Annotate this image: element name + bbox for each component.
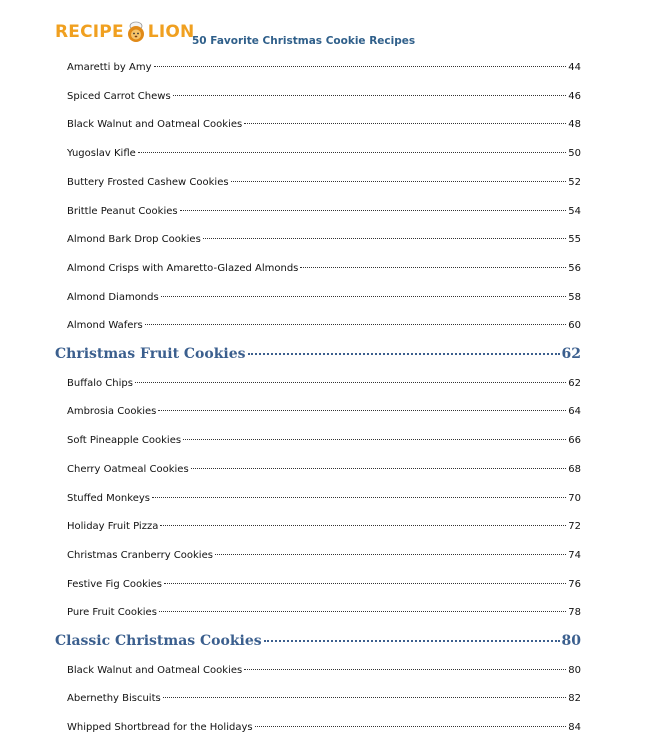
toc-page-number: 64	[568, 406, 581, 418]
dot-leader	[215, 554, 566, 555]
toc-entry[interactable]	[67, 91, 581, 111]
recipelion-logo	[55, 20, 194, 44]
toc-page-number: 80	[561, 633, 581, 649]
toc-entry[interactable]	[67, 148, 581, 168]
toc-entry[interactable]	[67, 579, 581, 599]
toc-entry[interactable]	[67, 607, 581, 627]
toc-entry[interactable]	[67, 464, 581, 484]
toc-entry[interactable]	[67, 234, 581, 254]
toc-entry-title: Holiday Fruit Pizza	[67, 521, 159, 533]
toc-page-number: 70	[568, 492, 581, 504]
toc-entry-title: Spiced Carrot Chews	[67, 90, 171, 102]
toc-section-heading[interactable]	[55, 633, 581, 653]
toc-page-number: 54	[568, 205, 581, 217]
toc-page-number: 56	[568, 262, 581, 274]
toc-entry[interactable]	[67, 550, 581, 570]
dot-leader	[173, 95, 567, 96]
toc-page-number: 48	[568, 119, 581, 131]
toc-page-number: 82	[568, 693, 581, 705]
toc-entry-title: Stuffed Monkeys	[67, 492, 150, 504]
toc-page-number: 84	[568, 722, 581, 734]
toc-entry[interactable]	[67, 722, 581, 742]
dot-leader	[203, 238, 566, 239]
toc-page-number: 68	[568, 463, 581, 475]
toc-entry-title: Almond Crisps with Amaretto-Glazed Almonds	[67, 262, 299, 274]
toc-entry-title: Classic Christmas Cookies	[55, 633, 262, 649]
toc-page-number: 74	[568, 549, 581, 561]
dot-leader	[264, 640, 560, 642]
toc-page-number: 76	[568, 578, 581, 590]
document-title: 50 Favorite Christmas Cookie Recipes	[192, 35, 416, 47]
toc-entry-title: Almond Diamonds	[67, 291, 159, 303]
toc-entry-title: Christmas Cranberry Cookies	[67, 549, 213, 561]
dot-leader	[180, 210, 567, 211]
toc-page-number: 46	[568, 90, 581, 102]
toc-page-number: 78	[568, 607, 581, 619]
dot-leader	[300, 267, 566, 268]
toc-entry-title: Soft Pineapple Cookies	[67, 435, 182, 447]
toc-entry-title: Buttery Frosted Cashew Cookies	[67, 176, 229, 188]
toc-entry-title: Christmas Fruit Cookies	[55, 346, 246, 362]
toc-entry[interactable]	[67, 665, 581, 685]
toc-entry[interactable]	[67, 521, 581, 541]
dot-leader	[158, 410, 566, 411]
toc-page-number: 50	[568, 148, 581, 160]
dot-leader	[164, 583, 566, 584]
toc-entry[interactable]	[67, 435, 581, 455]
toc-entry[interactable]	[67, 292, 581, 312]
toc-page-number: 52	[568, 176, 581, 188]
toc-entry-title: Amaretti by Amy	[67, 62, 152, 73]
toc-page-number: 55	[568, 234, 581, 246]
toc-entry-title: Almond Bark Drop Cookies	[67, 234, 201, 246]
toc-page-number: 62	[561, 346, 581, 362]
dot-leader	[138, 152, 567, 153]
dot-leader	[191, 468, 567, 469]
toc-page-number: 62	[568, 377, 581, 389]
dot-leader	[145, 324, 567, 325]
toc-entry-title: Yugoslav Kifle	[67, 148, 136, 160]
toc-entry-title: Whipped Shortbread for the Holidays	[67, 722, 253, 734]
dot-leader	[135, 382, 566, 383]
toc-entry-title: Black Walnut and Oatmeal Cookies	[67, 119, 243, 131]
toc-page-number: 58	[568, 291, 581, 303]
toc-entry[interactable]	[67, 378, 581, 398]
dot-leader	[255, 726, 567, 727]
dot-leader	[231, 181, 567, 182]
dot-leader	[152, 497, 566, 498]
toc-entry[interactable]	[67, 206, 581, 226]
toc-entry-title: Cherry Oatmeal Cookies	[67, 463, 189, 475]
toc-entry-title: Buffalo Chips	[67, 377, 133, 389]
dot-leader	[159, 611, 566, 612]
dot-leader	[161, 296, 567, 297]
dot-leader	[244, 123, 566, 124]
dot-leader	[160, 525, 566, 526]
dot-leader	[154, 66, 567, 67]
logo-text-lion: LION	[147, 22, 195, 42]
toc-entry[interactable]	[67, 693, 581, 713]
toc-entry[interactable]	[67, 263, 581, 283]
toc-entry[interactable]	[67, 119, 581, 139]
toc-entry-title: Almond Wafers	[67, 320, 143, 332]
toc-page-number: 72	[568, 521, 581, 533]
dot-leader	[248, 353, 560, 355]
toc-page-number: 60	[568, 320, 581, 332]
toc-entry-title: Black Walnut and Oatmeal Cookies	[67, 664, 243, 676]
toc-entry[interactable]	[67, 493, 581, 513]
toc-entry-title: Festive Fig Cookies	[67, 578, 162, 590]
toc-entry-title: Abernethy Biscuits	[67, 693, 161, 705]
lion-chef-icon	[125, 21, 147, 43]
toc-page-number: 80	[568, 664, 581, 676]
toc-entry-title: Ambrosia Cookies	[67, 406, 157, 418]
toc-entry[interactable]	[67, 62, 581, 82]
toc-entry-title: Brittle Peanut Cookies	[67, 205, 178, 217]
toc-section-heading[interactable]	[55, 346, 581, 366]
dot-leader	[163, 697, 567, 698]
toc-page-number: 44	[568, 62, 581, 73]
toc-entry[interactable]	[67, 320, 581, 340]
toc-entry[interactable]	[67, 177, 581, 197]
toc-entry[interactable]	[67, 406, 581, 426]
toc-entry-title: Pure Fruit Cookies	[67, 607, 157, 619]
logo-text-recipe: RECIPE	[55, 22, 124, 42]
dot-leader	[244, 669, 566, 670]
dot-leader	[183, 439, 566, 440]
toc-page-number: 66	[568, 435, 581, 447]
